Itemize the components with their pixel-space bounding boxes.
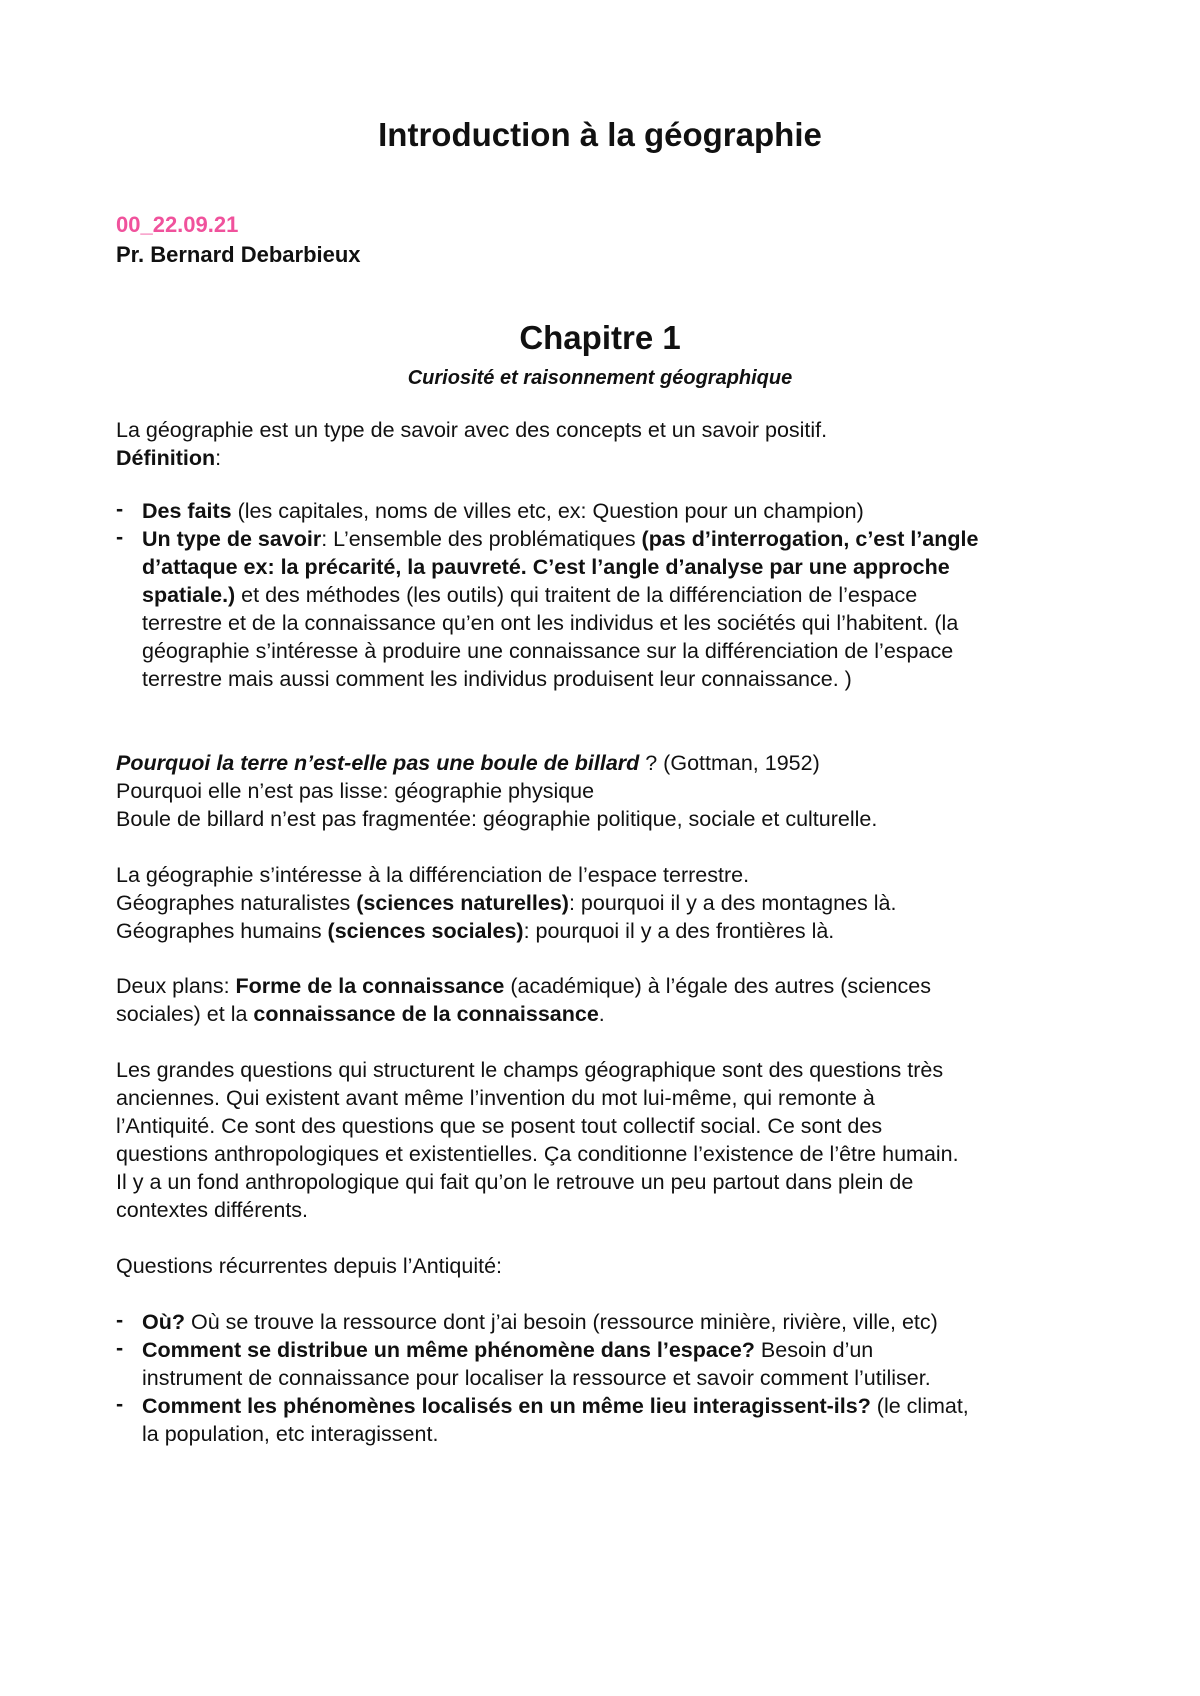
- definition-label: Définition: [116, 446, 216, 470]
- document-title: Introduction à la géographie: [378, 116, 822, 153]
- bullet-bold: Un type de savoir: [142, 527, 322, 551]
- bullet-interaction-cont: la population, etc interagissent.: [142, 1422, 439, 1446]
- bullet-savoir-line: [142, 553, 950, 581]
- bullet-ou: [142, 1308, 938, 1336]
- paragraph-line: l’Antiquité. Ce sont des questions que se posent tout collectif social. Ce sont des: [116, 1114, 883, 1138]
- text-span: sociales) et la: [116, 1002, 254, 1026]
- chapter-title: Chapitre 1: [519, 319, 681, 356]
- paragraph-line: [116, 1000, 605, 1028]
- paragraph-line: Les grandes questions qui structurent le champs géographique sont des questions très: [116, 1058, 944, 1082]
- text-span: (académique) à l’égale des autres (sciences: [504, 974, 932, 998]
- paragraph-line: [116, 889, 896, 917]
- chapter-subtitle: Curiosité et raisonnement géographique: [407, 367, 793, 389]
- paragraph-line: [116, 917, 834, 945]
- bullet-bold: Comment se distribue un même phénomène dans l’espace?: [142, 1338, 755, 1362]
- paragraph-line: Pourquoi elle n’est pas lisse: géographie physique: [116, 779, 595, 803]
- bullet-faits: [142, 497, 864, 525]
- paragraph-line: La géographie s’intéresse à la différenciation de l’espace terrestre.: [116, 863, 750, 887]
- professor-name: Pr. Bernard Debarbieux: [116, 242, 361, 267]
- bullet-distribution-cont: instrument de connaissance pour localiser la ressource et savoir comment l’utiliser.: [142, 1366, 931, 1390]
- text-span: : pourquoi il y a des frontières là.: [523, 919, 835, 943]
- citation: ? (Gottman, 1952): [639, 751, 820, 775]
- text-span: .: [598, 1002, 605, 1026]
- recurrent-heading: Questions récurrentes depuis l’Antiquité:: [116, 1254, 503, 1278]
- definition-colon: :: [215, 446, 222, 470]
- paragraph-line: Il y a un fond anthropologique qui fait qu’on le retrouve un peu partout dans plein de: [116, 1170, 914, 1194]
- bullet-dash: -: [116, 1308, 124, 1332]
- bullet-text: (le climat,: [870, 1394, 969, 1418]
- bullet-savoir-line: [142, 581, 917, 609]
- bullet-dash: -: [116, 525, 124, 549]
- question-text: Pourquoi la terre n’est-elle pas une boule de billard: [116, 751, 640, 775]
- bullet-bold: Où?: [142, 1310, 185, 1334]
- bullet-bold: Comment les phénomènes localisés en un même lieu interagissent-ils?: [142, 1394, 871, 1418]
- lecture-date: 00_22.09.21: [116, 212, 239, 237]
- bullet-savoir-line: [142, 525, 978, 553]
- text-span: Géographes naturalistes: [116, 891, 357, 915]
- bullet-text: Besoin d’un: [754, 1338, 874, 1362]
- bullet-bold: Des faits: [142, 499, 232, 523]
- bullet-dash: -: [116, 1392, 124, 1416]
- text-span: Deux plans:: [116, 974, 236, 998]
- bullet-bold: d’attaque ex: la précarité, la pauvreté. C’est l’angle d’analyse par une approche: [142, 555, 950, 579]
- bullet-distribution: [142, 1336, 873, 1364]
- intro-line: La géographie est un type de savoir avec des concepts et un savoir positif.: [116, 418, 828, 442]
- bullet-text: (les capitales, noms de villes etc, ex: Question pour un champion): [231, 499, 864, 523]
- bullet-savoir-line: terrestre et de la connaissance qu’en ont les individus et les sociétés qui l’habitent. (la: [142, 611, 959, 635]
- bullet-interaction: [142, 1392, 969, 1420]
- bold-span: (sciences sociales): [327, 919, 524, 943]
- bullet-savoir-line: terrestre mais aussi comment les individus produisent leur connaissance. ): [142, 667, 852, 691]
- bold-span: Forme de la connaissance: [235, 974, 505, 998]
- bullet-dash: -: [116, 497, 124, 521]
- bullet-text: : L’ensemble des problématiques: [321, 527, 642, 551]
- bullet-text: et des méthodes (les outils) qui traitent de la différenciation de l’espace: [235, 583, 918, 607]
- bold-span: (sciences naturelles): [356, 891, 569, 915]
- bullet-savoir-line: géographie s’intéresse à produire une connaissance sur la différenciation de l’espace: [142, 639, 954, 663]
- paragraph-line: Boule de billard n’est pas fragmentée: géographie politique, sociale et culturelle.: [116, 807, 878, 831]
- paragraph-line: [116, 972, 931, 1000]
- paragraph-line: contextes différents.: [116, 1198, 309, 1222]
- bullet-text: Où se trouve la ressource dont j’ai besoin (ressource minière, rivière, ville, etc): [185, 1310, 938, 1334]
- bullet-dash: -: [116, 1336, 124, 1360]
- bold-span: connaissance de la connaissance: [253, 1002, 599, 1026]
- definition-heading: [116, 444, 221, 472]
- bullet-bold: spatiale.): [142, 583, 236, 607]
- paragraph-line: anciennes. Qui existent avant même l’invention du mot lui-même, qui remonte à: [116, 1086, 875, 1110]
- paragraph-line: questions anthropologiques et existentielles. Ça conditionne l’existence de l’être humain.: [116, 1142, 959, 1166]
- text-span: : pourquoi il y a des montagnes là.: [568, 891, 897, 915]
- text-span: Géographes humains: [116, 919, 328, 943]
- bullet-bold: (pas d’interrogation, c’est l’angle: [641, 527, 979, 551]
- gottman-question: [116, 749, 820, 777]
